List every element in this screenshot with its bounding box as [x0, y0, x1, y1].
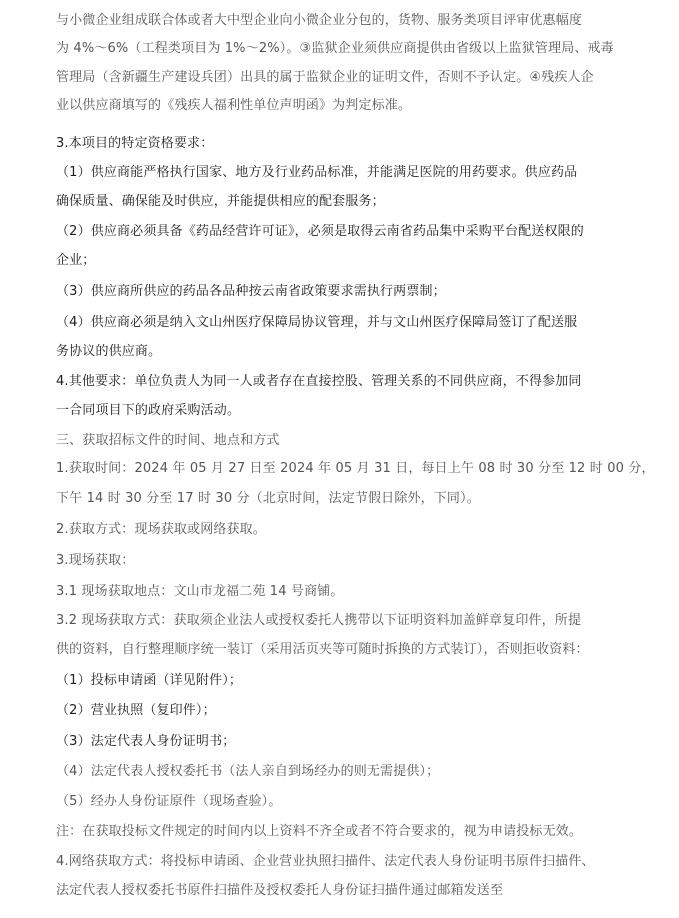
paragraph-line: 业以供应商填写的《残疾人福利性单位声明函》为判定标准。: [56, 98, 412, 113]
paragraph-line: 管理局（含新疆生产建设兵团）出具的属于监狱企业的证明文件，否则不予认定。④残疾人企: [56, 70, 594, 85]
list-item: （5）经办人身份证原件（现场查验）。: [56, 794, 282, 809]
paragraph-line: 2.获取方式：现场获取或网络获取。: [56, 522, 266, 537]
paragraph-line: 3.1 现场获取地点：文山市龙福二苑 14 号商铺。: [56, 584, 344, 599]
list-item: （3）法定代表人身份证明书；: [56, 734, 236, 749]
paragraph-line: （1）供应商能严格执行国家、地方及行业药品标准，并能满足医院的用药要求。供应药品: [56, 165, 578, 180]
list-item: （2）营业执照（复印件）；: [56, 703, 216, 718]
paragraph-line: 确保质量、确保能及时供应，并能提供相应的配套服务；: [56, 194, 385, 209]
paragraph-line: 一合同项目下的政府采购活动。: [56, 403, 241, 418]
section-heading: 4.其他要求：单位负责人为同一人或者存在直接控股、管理关系的不同供应商，不得参加同: [56, 374, 582, 389]
paragraph-line: 企业；: [56, 253, 96, 268]
paragraph-line: 供的资料，自行整理顺序统一装订（采用活页夹等可随时拆换的方式装订），否则拒收资料：: [56, 642, 589, 657]
section-heading: 三、获取招标文件的时间、地点和方式: [56, 433, 280, 448]
paragraph-line: 3.2 现场获取方式：获取须企业法人或授权委托人携带以下证明资料加盖鲜章复印件，所提: [56, 613, 582, 628]
paragraph-line: 3.现场获取：: [56, 553, 135, 568]
paragraph-line: 务协议的供应商。: [56, 344, 162, 359]
paragraph-line: （4）供应商必须是纳入文山州医疗保障局协议管理，并与文山州医疗保障局签订了配送服: [56, 315, 578, 330]
paragraph-line: 法定代表人授权委托书原件扫描件及授权委托人身份证扫描件通过邮箱发送至: [56, 883, 504, 898]
paragraph-line: 与小微企业组成联合体或者大中型企业向小微企业分包的，货物、服务类项目评审优惠幅度: [56, 13, 583, 28]
section-heading: 3.本项目的特定资格要求：: [56, 136, 214, 151]
paragraph-line: 4.网络获取方式：将投标申请函、企业营业执照扫描件、法定代表人身份证明书原件扫描件、: [56, 854, 595, 869]
paragraph-line: （3）供应商所供应的药品各品种按云南省政策要求需执行两票制；: [56, 284, 446, 299]
note-line: 注：在获取投标文件规定的时间内以上资料不齐全或者不符合要求的，视为申请投标无效。: [56, 824, 583, 839]
paragraph-line: 下午 14 时 30 分至 17 时 30 分（北京时间，法定节假日除外，下同）。: [56, 491, 480, 506]
list-item: （4）法定代表人授权委托书（法人亲自到场经办的则无需提供）；: [56, 764, 440, 779]
paragraph-line: 1.获取时间：2024 年 05 月 27 日至 2024 年 05 月 31 日，每日上午 08 时 30 分至 12 时 00 分，: [56, 461, 655, 476]
paragraph-line: 为 4%～6%（工程类项目为 1%～2%）。③监狱企业须供应商提供由省级以上监狱管理局、戒毒: [56, 41, 614, 56]
list-item: （1）投标申请函（详见附件）；: [56, 673, 243, 688]
paragraph-line: （2）供应商必须具备《药品经营许可证》，必须是取得云南省药品集中采购平台配送权限的: [56, 224, 584, 239]
